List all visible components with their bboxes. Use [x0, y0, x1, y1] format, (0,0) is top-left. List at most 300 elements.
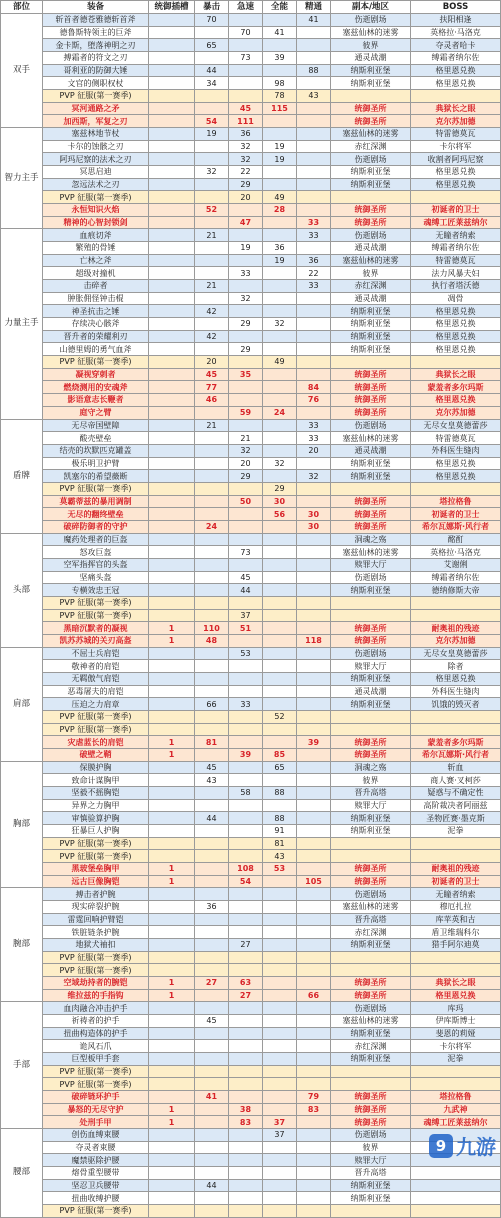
- table-cell: [263, 1103, 297, 1116]
- table-cell: [331, 609, 411, 622]
- table-row: [1, 774, 501, 787]
- table-cell: [149, 140, 195, 153]
- table-cell: 统御圣所: [331, 394, 411, 407]
- table-cell: 商人赛·叉柯莎: [411, 774, 501, 787]
- item-name-cell: PVP 征服(第一赛季): [43, 482, 149, 495]
- item-name-cell: 亡林之斧: [43, 254, 149, 267]
- table-cell: [331, 90, 411, 103]
- table-row: [1, 191, 501, 204]
- table-cell: 外科医生缝肉: [411, 685, 501, 698]
- column-header: 副本/地区: [331, 1, 411, 14]
- table-cell: [263, 723, 297, 736]
- table-cell: [297, 647, 331, 660]
- table-cell: 88: [263, 786, 297, 799]
- table-cell: [263, 660, 297, 673]
- table-cell: 希尔瓦娜斯·风行者: [411, 520, 501, 533]
- table-cell: [229, 736, 263, 749]
- table-cell: [195, 546, 229, 559]
- table-cell: 1: [149, 863, 195, 876]
- table-cell: [297, 242, 331, 255]
- item-name-cell: 存续决心骸斧: [43, 318, 149, 331]
- table-cell: [229, 1154, 263, 1167]
- table-cell: 44: [195, 1179, 229, 1192]
- slot-cell: 双手: [1, 14, 43, 128]
- item-name-cell: 扭曲构造体的护手: [43, 1027, 149, 1040]
- table-cell: 65: [195, 39, 229, 52]
- table-cell: [149, 1205, 195, 1218]
- table-cell: [229, 254, 263, 267]
- table-row: [1, 825, 501, 838]
- table-cell: [263, 546, 297, 559]
- table-cell: [263, 1027, 297, 1040]
- table-cell: [195, 825, 229, 838]
- item-name-cell: 结壳的坎默匹克罐盖: [43, 444, 149, 457]
- table-cell: 105: [297, 875, 331, 888]
- table-cell: [195, 1040, 229, 1053]
- table-cell: 19: [229, 242, 263, 255]
- table-cell: 73: [229, 546, 263, 559]
- table-cell: [149, 26, 195, 39]
- table-cell: [297, 495, 331, 508]
- table-cell: [149, 596, 195, 609]
- item-name-cell: 哥利亚的防御大锤: [43, 64, 149, 77]
- item-name-cell: 夺灵者束腰: [43, 1141, 149, 1154]
- table-cell: [149, 926, 195, 939]
- table-cell: [229, 825, 263, 838]
- table-cell: 格里恩兑换: [411, 330, 501, 343]
- table-row: [1, 166, 501, 179]
- item-name-cell: 晋升者的荣耀利刃: [43, 330, 149, 343]
- table-cell: 49: [263, 356, 297, 369]
- table-cell: 统御圣所: [331, 368, 411, 381]
- table-cell: [331, 1078, 411, 1091]
- table-cell: [331, 837, 411, 850]
- table-cell: [149, 115, 195, 128]
- table-cell: 44: [195, 812, 229, 825]
- table-cell: 外科医生缝肉: [411, 444, 501, 457]
- item-name-cell: 破碎链环护手: [43, 1091, 149, 1104]
- table-cell: [297, 39, 331, 52]
- table-cell: [411, 951, 501, 964]
- item-name-cell: PVP 征服(第一赛季): [43, 723, 149, 736]
- item-name-cell: 敬神者的肩铠: [43, 660, 149, 673]
- item-name-cell: 塞兹林地节杖: [43, 128, 149, 141]
- item-name-cell: 凯苏苏城的关刃高盔: [43, 634, 149, 647]
- table-cell: 无尽女皇莫德蕾莎: [411, 419, 501, 432]
- table-cell: [195, 1078, 229, 1091]
- item-name-cell: 凝视穿刺者: [43, 368, 149, 381]
- table-cell: [229, 1179, 263, 1192]
- table-cell: [195, 596, 229, 609]
- table-row: [1, 292, 501, 305]
- table-cell: 英格拉·马洛克: [411, 546, 501, 559]
- table-cell: 41: [195, 1091, 229, 1104]
- table-header-row: [1, 1, 501, 14]
- item-name-cell: 金卡斯，堕落神明之刃: [43, 39, 149, 52]
- table-cell: [263, 1078, 297, 1091]
- table-cell: 伤逝剧场: [331, 14, 411, 27]
- item-name-cell: 空域劫持者的腕铠: [43, 977, 149, 990]
- table-row: [1, 558, 501, 571]
- table-cell: 彼界: [331, 267, 411, 280]
- item-name-cell: PVP 征服(第一赛季): [43, 1078, 149, 1091]
- table-row: [1, 482, 501, 495]
- table-cell: 30: [263, 495, 297, 508]
- table-cell: 36: [229, 128, 263, 141]
- table-cell: [297, 1002, 331, 1015]
- table-cell: [411, 356, 501, 369]
- item-name-cell: 庭守之臂: [43, 406, 149, 419]
- table-cell: 53: [263, 863, 297, 876]
- table-cell: [229, 799, 263, 812]
- table-cell: [195, 1065, 229, 1078]
- table-cell: 27: [229, 989, 263, 1002]
- table-cell: [149, 52, 195, 65]
- table-cell: [297, 292, 331, 305]
- table-row: [1, 406, 501, 419]
- table-cell: [149, 343, 195, 356]
- table-row: [1, 812, 501, 825]
- table-cell: [297, 799, 331, 812]
- table-cell: [411, 1205, 501, 1218]
- table-cell: 19: [263, 140, 297, 153]
- table-cell: [229, 901, 263, 914]
- table-cell: 卡尔将军: [411, 140, 501, 153]
- table-cell: [331, 1065, 411, 1078]
- table-cell: 赎罪大厅: [331, 1154, 411, 1167]
- table-cell: [263, 1065, 297, 1078]
- table-cell: 赎罪大厅: [331, 660, 411, 673]
- table-cell: 塞兹仙林的迷雾: [331, 546, 411, 559]
- item-name-cell: 肿胀佣怪钟击棍: [43, 292, 149, 305]
- table-cell: 塞兹仙林的迷雾: [331, 1015, 411, 1028]
- table-cell: [229, 1129, 263, 1142]
- table-cell: 108: [229, 863, 263, 876]
- table-cell: [297, 457, 331, 470]
- table-cell: [229, 888, 263, 901]
- table-cell: [297, 1078, 331, 1091]
- table-cell: [149, 242, 195, 255]
- table-cell: [263, 558, 297, 571]
- table-cell: [411, 850, 501, 863]
- table-cell: [149, 280, 195, 293]
- table-row: [1, 102, 501, 115]
- table-cell: [297, 368, 331, 381]
- table-row: [1, 381, 501, 394]
- table-cell: 统御圣所: [331, 1091, 411, 1104]
- table-cell: [195, 685, 229, 698]
- item-name-cell: 极乐明卫护臂: [43, 457, 149, 470]
- table-cell: [149, 254, 195, 267]
- table-row: [1, 356, 501, 369]
- table-cell: 21: [229, 432, 263, 445]
- table-cell: [149, 672, 195, 685]
- table-cell: 统御圣所: [331, 1103, 411, 1116]
- table-cell: [195, 140, 229, 153]
- table-cell: 29: [229, 343, 263, 356]
- table-cell: [149, 1129, 195, 1142]
- item-name-cell: 魔药处理者的巨盔: [43, 533, 149, 546]
- table-cell: 纳斯利亚堡: [331, 77, 411, 90]
- item-name-cell: 祈祷者的护手: [43, 1015, 149, 1028]
- table-cell: [195, 178, 229, 191]
- table-cell: [149, 786, 195, 799]
- table-cell: [229, 913, 263, 926]
- table-cell: 卡尔将军: [411, 1040, 501, 1053]
- table-cell: [149, 723, 195, 736]
- table-cell: 30: [297, 520, 331, 533]
- table-row: [1, 863, 501, 876]
- table-cell: [263, 419, 297, 432]
- table-cell: 41: [297, 14, 331, 27]
- table-cell: [263, 926, 297, 939]
- table-cell: [195, 533, 229, 546]
- table-cell: 九武神: [411, 1103, 501, 1116]
- table-cell: 库苹英和古: [411, 913, 501, 926]
- table-cell: 33: [297, 432, 331, 445]
- table-cell: 格里恩兑换: [411, 457, 501, 470]
- table-cell: 45: [229, 571, 263, 584]
- table-cell: [195, 799, 229, 812]
- table-cell: 32: [297, 470, 331, 483]
- table-row: [1, 419, 501, 432]
- table-cell: [297, 1065, 331, 1078]
- table-row: [1, 1167, 501, 1180]
- table-cell: 88: [263, 812, 297, 825]
- table-cell: 19: [263, 254, 297, 267]
- table-cell: 格里恩兑换: [411, 64, 501, 77]
- table-cell: 21: [195, 229, 229, 242]
- table-cell: 除者: [411, 660, 501, 673]
- table-row: [1, 115, 501, 128]
- table-cell: [263, 292, 297, 305]
- table-cell: 66: [195, 698, 229, 711]
- table-cell: [149, 77, 195, 90]
- table-cell: [297, 1040, 331, 1053]
- table-cell: [263, 584, 297, 597]
- table-cell: [263, 888, 297, 901]
- table-cell: [195, 647, 229, 660]
- table-cell: 83: [229, 1116, 263, 1129]
- item-name-cell: PVP 征服(第一赛季): [43, 837, 149, 850]
- table-cell: [229, 1015, 263, 1028]
- table-row: [1, 280, 501, 293]
- table-cell: [149, 1141, 195, 1154]
- table-row: [1, 1065, 501, 1078]
- table-row: [1, 710, 501, 723]
- table-cell: [149, 292, 195, 305]
- table-cell: 格里恩兑换: [411, 394, 501, 407]
- table-cell: [149, 216, 195, 229]
- table-cell: 伤逝剧场: [331, 153, 411, 166]
- table-cell: 晋升高塔: [331, 913, 411, 926]
- table-cell: [263, 368, 297, 381]
- item-name-cell: 斩首者德苍雅德斩首斧: [43, 14, 149, 27]
- table-cell: 32: [229, 153, 263, 166]
- table-cell: 凋骨: [411, 292, 501, 305]
- table-cell: 79: [297, 1091, 331, 1104]
- table-cell: [229, 482, 263, 495]
- table-cell: 43: [263, 850, 297, 863]
- table-row: [1, 901, 501, 914]
- table-cell: 疑惑与不确定性: [411, 786, 501, 799]
- table-cell: 通灵战潮: [331, 292, 411, 305]
- table-cell: [263, 1040, 297, 1053]
- table-cell: 魂缚工匠莱兹纳尔: [411, 216, 501, 229]
- table-cell: 统御圣所: [331, 381, 411, 394]
- table-cell: 32: [263, 318, 297, 331]
- table-cell: [229, 1192, 263, 1205]
- table-cell: [263, 330, 297, 343]
- table-cell: 晋升高塔: [331, 786, 411, 799]
- table-cell: 52: [195, 204, 229, 217]
- table-cell: [331, 191, 411, 204]
- table-cell: [149, 584, 195, 597]
- table-cell: [149, 166, 195, 179]
- table-cell: [149, 1065, 195, 1078]
- item-name-cell: 坚忍卫兵腰带: [43, 1179, 149, 1192]
- table-row: [1, 1053, 501, 1066]
- table-cell: [263, 964, 297, 977]
- table-cell: [297, 343, 331, 356]
- table-row: [1, 989, 501, 1002]
- item-name-cell: PVP 征服(第一赛季): [43, 191, 149, 204]
- item-name-cell: 冥思启迪: [43, 166, 149, 179]
- table-cell: [149, 939, 195, 952]
- table-cell: [263, 432, 297, 445]
- table-cell: 纳斯利亚堡: [331, 1192, 411, 1205]
- table-cell: [297, 1205, 331, 1218]
- table-cell: [411, 482, 501, 495]
- item-name-cell: 神圣抗击之锤: [43, 305, 149, 318]
- table-cell: 赎罪大厅: [331, 558, 411, 571]
- table-cell: [263, 634, 297, 647]
- table-cell: [263, 939, 297, 952]
- table-cell: [229, 710, 263, 723]
- table-cell: 塞兹仙林的迷雾: [331, 128, 411, 141]
- slot-cell: 肩部: [1, 647, 43, 761]
- table-cell: [229, 660, 263, 673]
- table-cell: [149, 267, 195, 280]
- table-row: [1, 622, 501, 635]
- item-name-cell: 远古巨像胸铠: [43, 875, 149, 888]
- table-cell: [195, 875, 229, 888]
- item-name-cell: 专横效忠王冠: [43, 584, 149, 597]
- table-cell: 缚霜者纳尔佐: [411, 571, 501, 584]
- table-cell: 塞兹仙林的迷雾: [331, 432, 411, 445]
- table-cell: [263, 533, 297, 546]
- table-cell: [297, 1141, 331, 1154]
- table-cell: [149, 964, 195, 977]
- table-cell: [297, 533, 331, 546]
- table-cell: 饥饿的毁灭者: [411, 698, 501, 711]
- item-name-cell: 酸壳壁垒: [43, 432, 149, 445]
- table-cell: 通灵战潮: [331, 242, 411, 255]
- table-row: [1, 153, 501, 166]
- table-cell: [297, 748, 331, 761]
- table-row: [1, 77, 501, 90]
- table-cell: 统御圣所: [331, 977, 411, 990]
- table-cell: [229, 381, 263, 394]
- slot-cell: 腕部: [1, 888, 43, 1002]
- table-cell: [149, 102, 195, 115]
- table-cell: 54: [195, 115, 229, 128]
- table-body: [1, 14, 501, 1218]
- table-cell: 穆厄扎拉: [411, 901, 501, 914]
- table-cell: [229, 634, 263, 647]
- item-name-cell: 忽远法术之刃: [43, 178, 149, 191]
- item-name-cell: 诡风石爪: [43, 1040, 149, 1053]
- table-cell: [149, 64, 195, 77]
- table-cell: [263, 343, 297, 356]
- table-cell: [263, 736, 297, 749]
- table-cell: [297, 710, 331, 723]
- table-row: [1, 140, 501, 153]
- table-row: [1, 596, 501, 609]
- item-name-cell: 精神的心智封锁剑: [43, 216, 149, 229]
- table-cell: [229, 356, 263, 369]
- table-cell: 39: [263, 52, 297, 65]
- table-cell: [297, 1179, 331, 1192]
- table-cell: [229, 1078, 263, 1091]
- table-cell: [263, 1053, 297, 1066]
- table-cell: [263, 166, 297, 179]
- table-cell: 118: [297, 634, 331, 647]
- table-cell: [331, 951, 411, 964]
- table-row: [1, 736, 501, 749]
- watermark-text: 九游: [456, 1135, 496, 1159]
- item-name-cell: 击碎者: [43, 280, 149, 293]
- table-cell: [195, 1141, 229, 1154]
- table-row: [1, 875, 501, 888]
- item-name-cell: 熔骨重型腰带: [43, 1167, 149, 1180]
- table-cell: [229, 837, 263, 850]
- table-cell: 88: [297, 64, 331, 77]
- table-cell: [195, 951, 229, 964]
- table-cell: [297, 1154, 331, 1167]
- table-cell: [263, 305, 297, 318]
- item-name-cell: PVP 征服(第一赛季): [43, 356, 149, 369]
- table-cell: 42: [195, 305, 229, 318]
- table-cell: 21: [195, 280, 229, 293]
- table-cell: 45: [195, 368, 229, 381]
- item-name-cell: 超级对撞机: [43, 267, 149, 280]
- table-cell: 37: [263, 1129, 297, 1142]
- table-cell: [411, 609, 501, 622]
- table-cell: [229, 14, 263, 27]
- table-cell: 克尔苏加德: [411, 115, 501, 128]
- table-cell: 44: [229, 584, 263, 597]
- table-cell: [195, 343, 229, 356]
- table-cell: 1: [149, 736, 195, 749]
- item-name-cell: PVP 征服(第一赛季): [43, 951, 149, 964]
- column-header: 暴击: [195, 1, 229, 14]
- table-cell: [263, 1205, 297, 1218]
- table-cell: [195, 242, 229, 255]
- table-cell: [297, 812, 331, 825]
- item-name-cell: 狂暴巨人护胸: [43, 825, 149, 838]
- table-cell: [331, 710, 411, 723]
- item-name-cell: 燃烧测用的安魂斧: [43, 381, 149, 394]
- table-cell: 洞魂之殇: [331, 533, 411, 546]
- table-cell: [263, 64, 297, 77]
- table-row: [1, 786, 501, 799]
- table-cell: [297, 330, 331, 343]
- table-cell: [195, 26, 229, 39]
- table-cell: [263, 1015, 297, 1028]
- table-row: [1, 1103, 501, 1116]
- table-cell: 33: [297, 280, 331, 293]
